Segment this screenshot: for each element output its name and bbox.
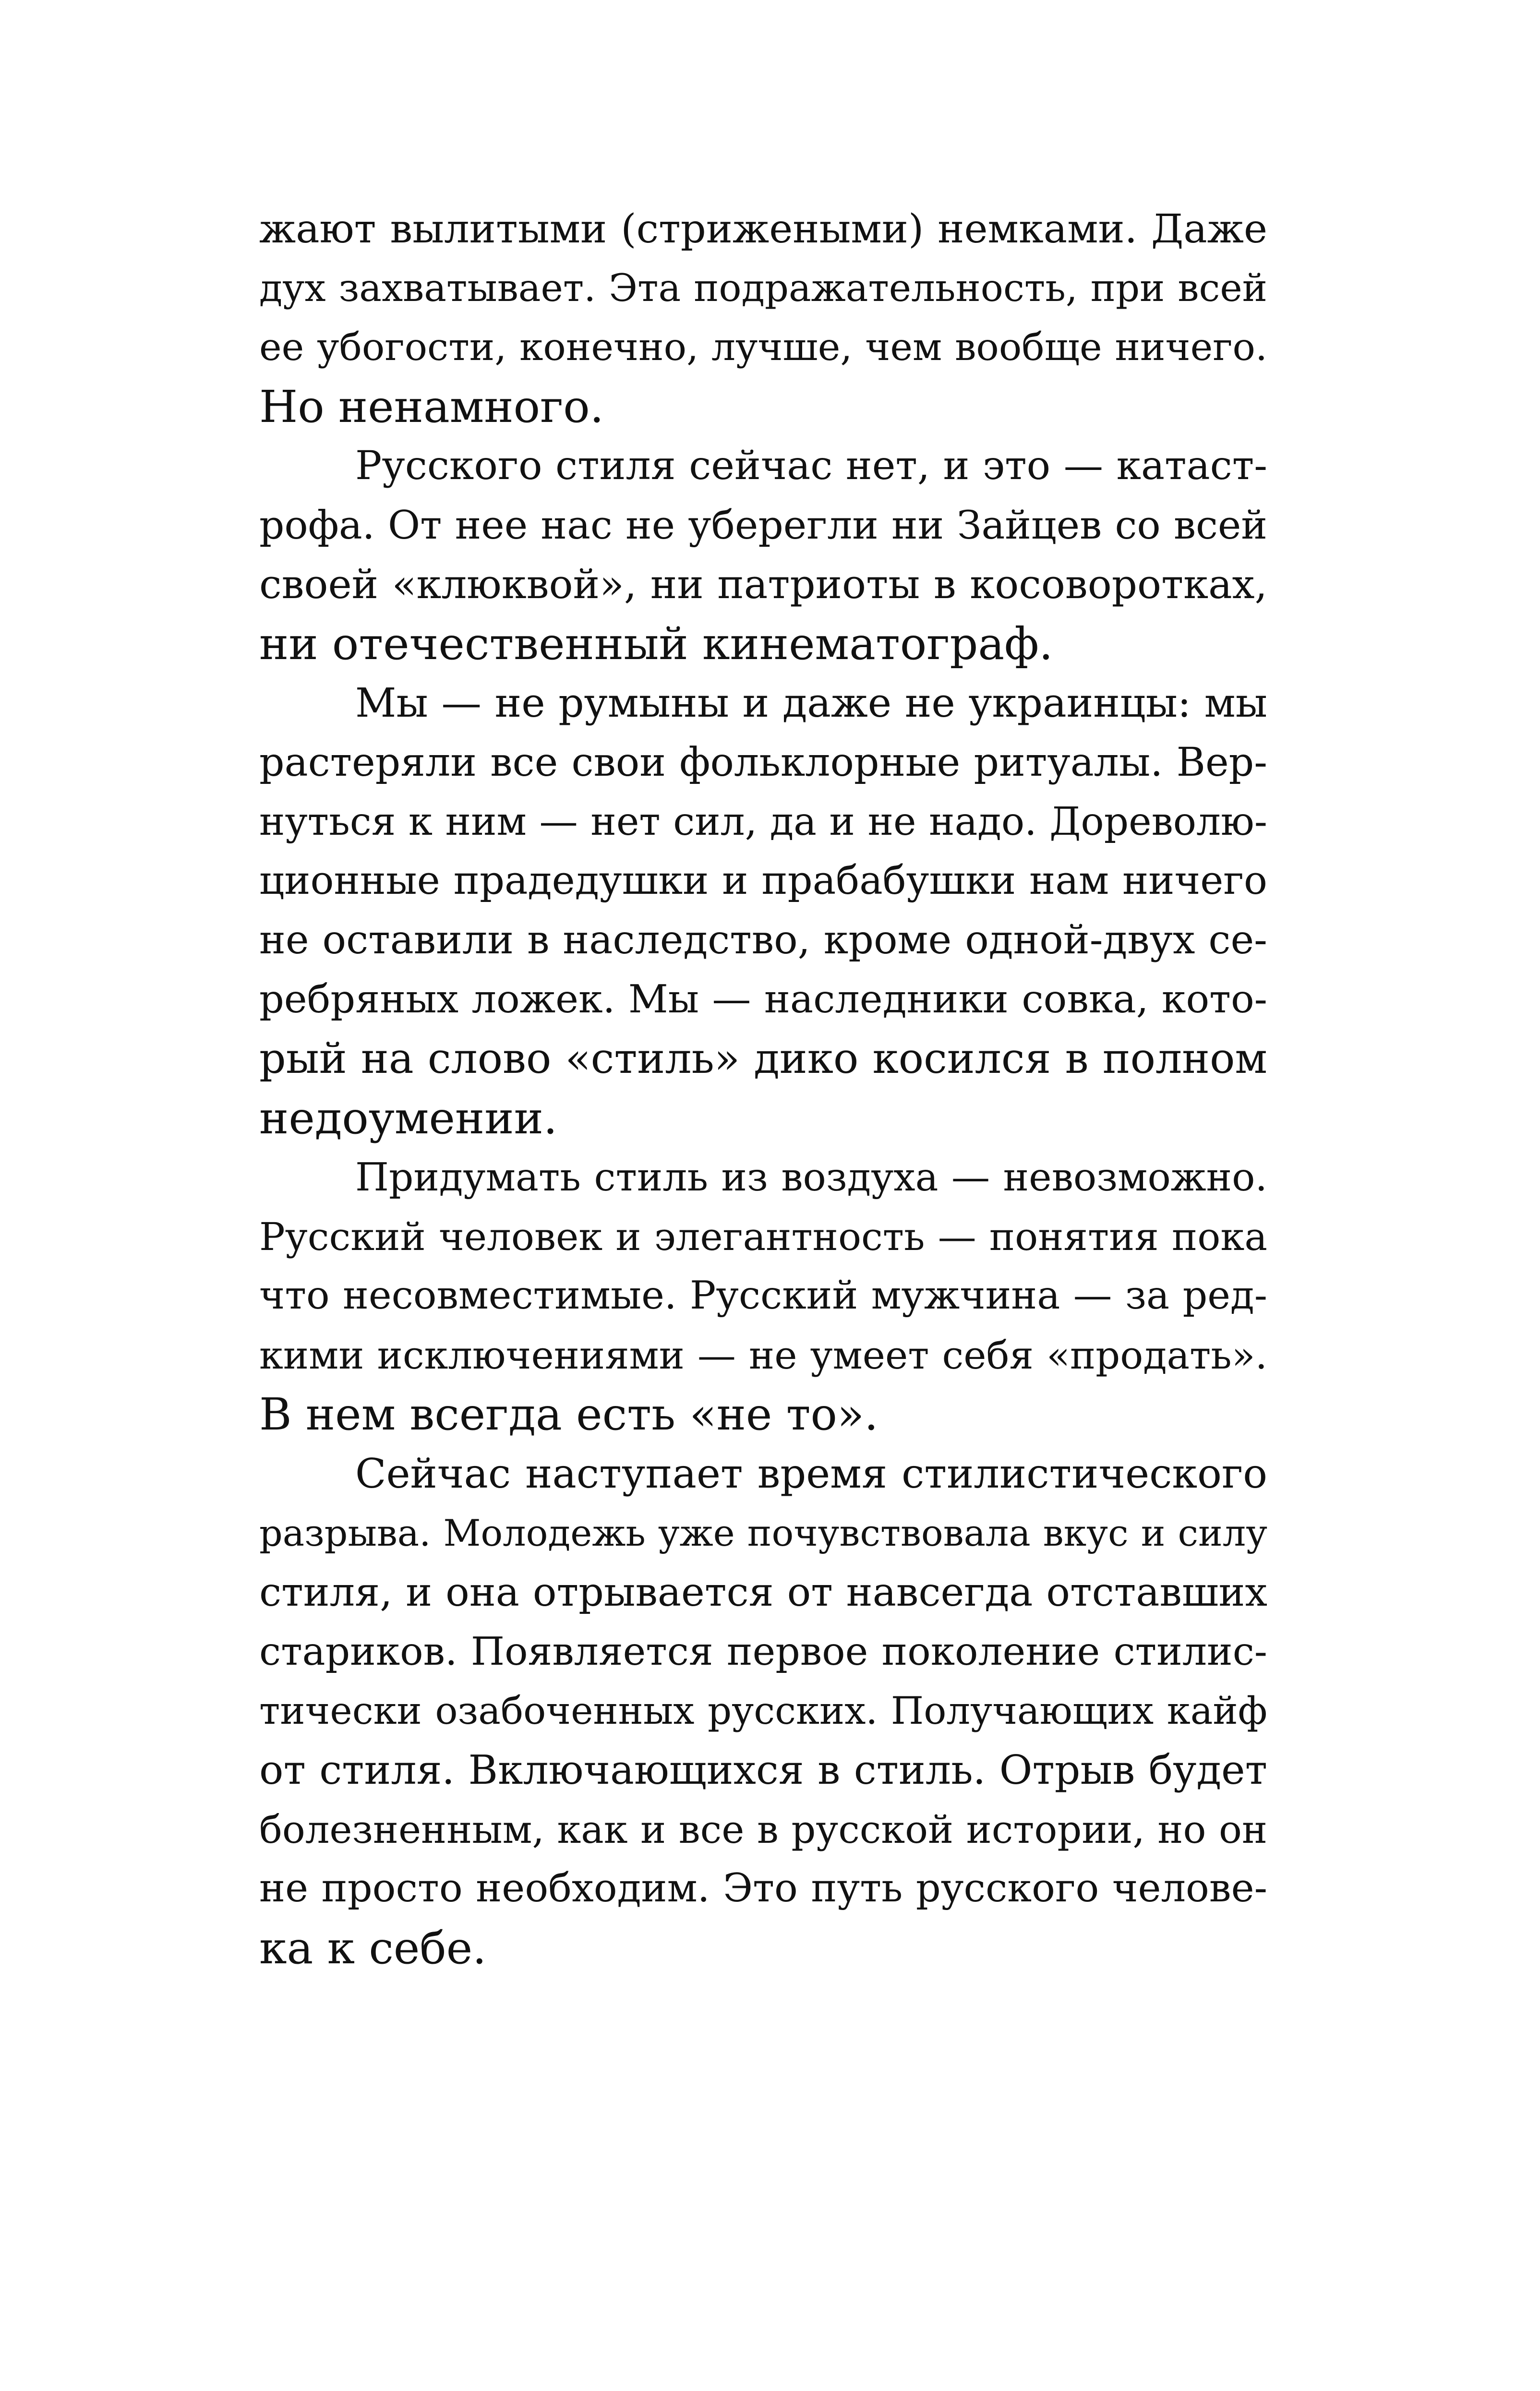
text-line: нуться к ним — нет сил, да и не надо. Дореволю-: [259, 799, 1267, 844]
text-line: Мы — не румыны и даже не украинцы: мы: [355, 680, 1267, 726]
text-line: рофа. От нее нас не уберегли ни Зайцев со всей: [259, 502, 1267, 548]
text-line: дух захватывает. Эта подражательность, при всей: [259, 266, 1267, 310]
text-line: Придумать стиль из воздуха — невозможно.: [355, 1154, 1267, 1200]
text-line: недоумении.: [259, 1092, 558, 1144]
text-line: разрыва. Молодежь уже почувствовала вкус и силу: [259, 1512, 1267, 1554]
text-line: кими исключениями — не умеет себя «продать».: [259, 1333, 1267, 1378]
text-line: рый на слово «стиль» дико косился в полном: [259, 1034, 1267, 1083]
text-line: стиля, и она отрывается от навсегда отставших: [259, 1569, 1267, 1615]
text-line: ка к себе.: [259, 1922, 487, 1974]
text-line: тически озабоченных русских. Получающих кайф: [259, 1689, 1267, 1733]
text-line: Сейчас наступает время стилистического: [355, 1450, 1267, 1497]
text-line: не оставили в наследство, кроме одной-двух се-: [259, 917, 1267, 963]
text-line: жают вылитыми (стрижеными) немками. Даже: [259, 205, 1267, 252]
text-line: Но ненамного.: [259, 381, 604, 433]
text-line: своей «клюквой», ни патриоты в косоворотках,: [259, 561, 1267, 608]
text-line: Русский человек и элегантность — понятия пока: [259, 1214, 1267, 1259]
text-line: стариков. Появляется первое поколение стилис-: [259, 1629, 1267, 1674]
text-line: ни отечественный кинематограф.: [259, 618, 1053, 670]
text-line: Русского стиля сейчас нет, и это — катаст-: [355, 443, 1267, 489]
text-line: ребряных ложек. Мы — наследники совка, кото-: [259, 976, 1267, 1022]
text-line: В нем всегда есть «не то».: [259, 1389, 878, 1440]
text-line: ее убогости, конечно, лучше, чем вообще ничего.: [259, 325, 1267, 369]
text-line: не просто необходим. Это путь русского челове-: [259, 1866, 1267, 1911]
body-text: [259, 199, 1267, 1978]
text-line: ционные прадедушки и прабабушки нам ничего: [259, 858, 1267, 903]
text-line: болезненным, как и все в русской истории, но он: [259, 1807, 1267, 1852]
text-line: что несовместимые. Русский мужчина — за ред-: [259, 1273, 1267, 1318]
text-line: растеряли все свои фольклорные ритуалы. Вер-: [259, 739, 1267, 785]
text-line: от стиля. Включающихся в стиль. Отрыв будет: [259, 1746, 1267, 1793]
